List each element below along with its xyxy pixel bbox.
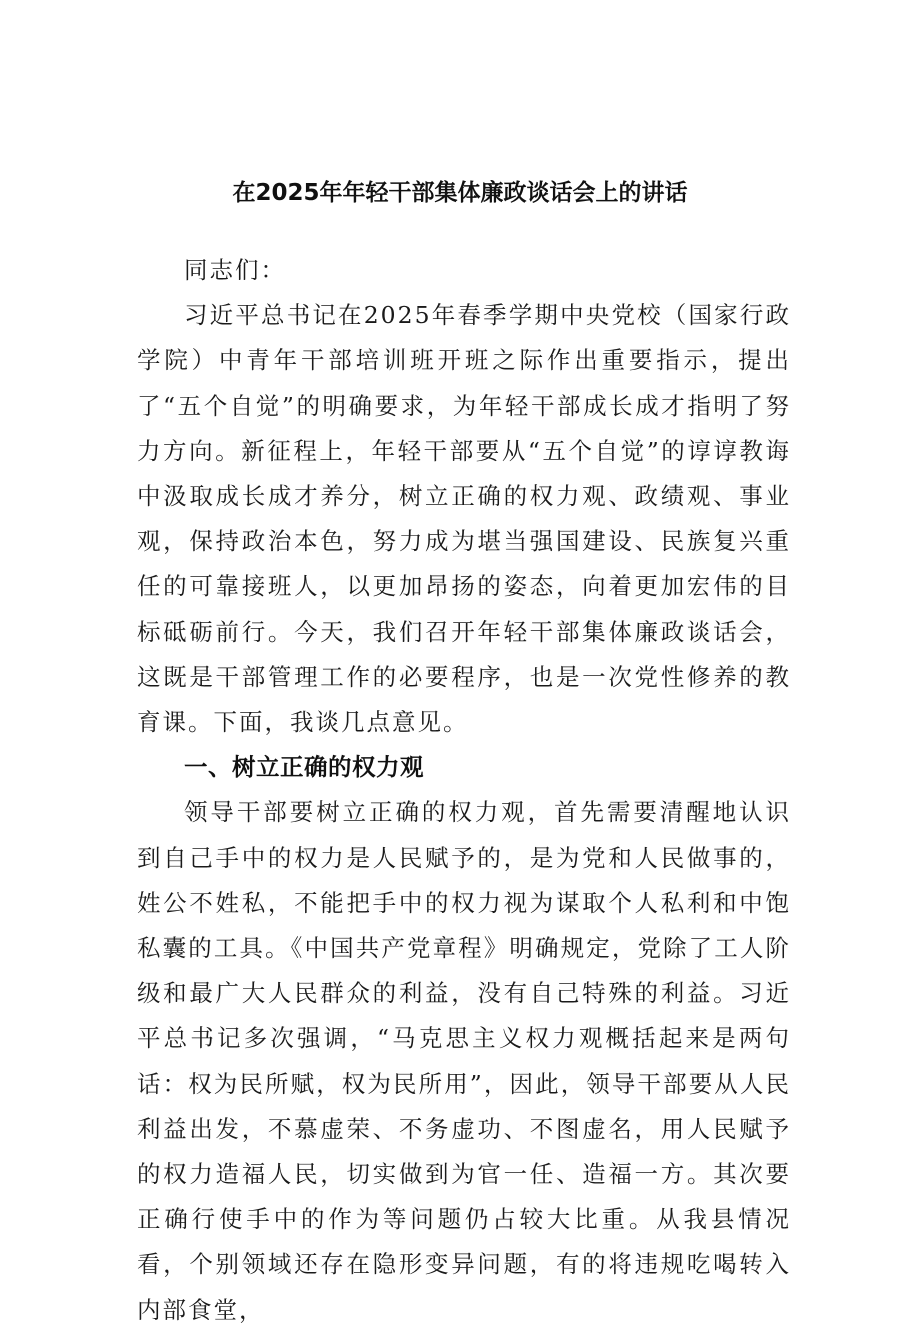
intro-paragraph: 习近平总书记在2025年春季学期中央党校（国家行政学院）中青年干部培训班开班之际作出重要指示，提出了“五个自觉”的明确要求，为年轻干部成长成才指明了努力方向。新征程上，年轻干部要从“五个自觉”的谆谆教诲中汲取成长成才养分，树立正确的权力观、政绩观、事业观，保持政治本色，努力成为堪当强国建设、民族复兴重任的可靠接班人，以更加昂扬的姿态，向着更加宏伟的目标砥砺前行。今天，我们召开年轻干部集体廉政谈话会，这既是干部管理工作的必要程序，也是一次党性修养的教育课。下面，我谈几点意见。 (137, 301, 791, 737)
salutation: 同志们： (184, 256, 286, 284)
document-body (137, 248, 791, 1333)
document-title: 在2025年年轻干部集体廉政谈话会上的讲话 (232, 180, 688, 206)
section-paragraph: 领导干部要树立正确的权力观，首先需要清醒地认识到自己手中的权力是人民赋予的，是为党和人民做事的，姓公不姓私，不能把手中的权力视为谋取个人私利和中饱私囊的工具。《中国共产党章程》明确规定，党除了工人阶级和最广大人民群众的利益，没有自己特殊的利益。习近平总书记多次强调，“马克思主义权力观概括起来是两句话：权为民所赋，权为民所用”，因此，领导干部要从人民利益出发，不慕虚荣、不务虚功、不图虚名，用人民赋予的权力造福人民，切实做到为官一任、造福一方。其次要正确行使手中的作为等问题仍占较大比重。从我县情况看，个别领域还存在隐形变异问题，有的将违规吃喝转入内部食堂， (137, 798, 791, 1324)
section-heading: 一、树立正确的权力观 (184, 753, 424, 782)
